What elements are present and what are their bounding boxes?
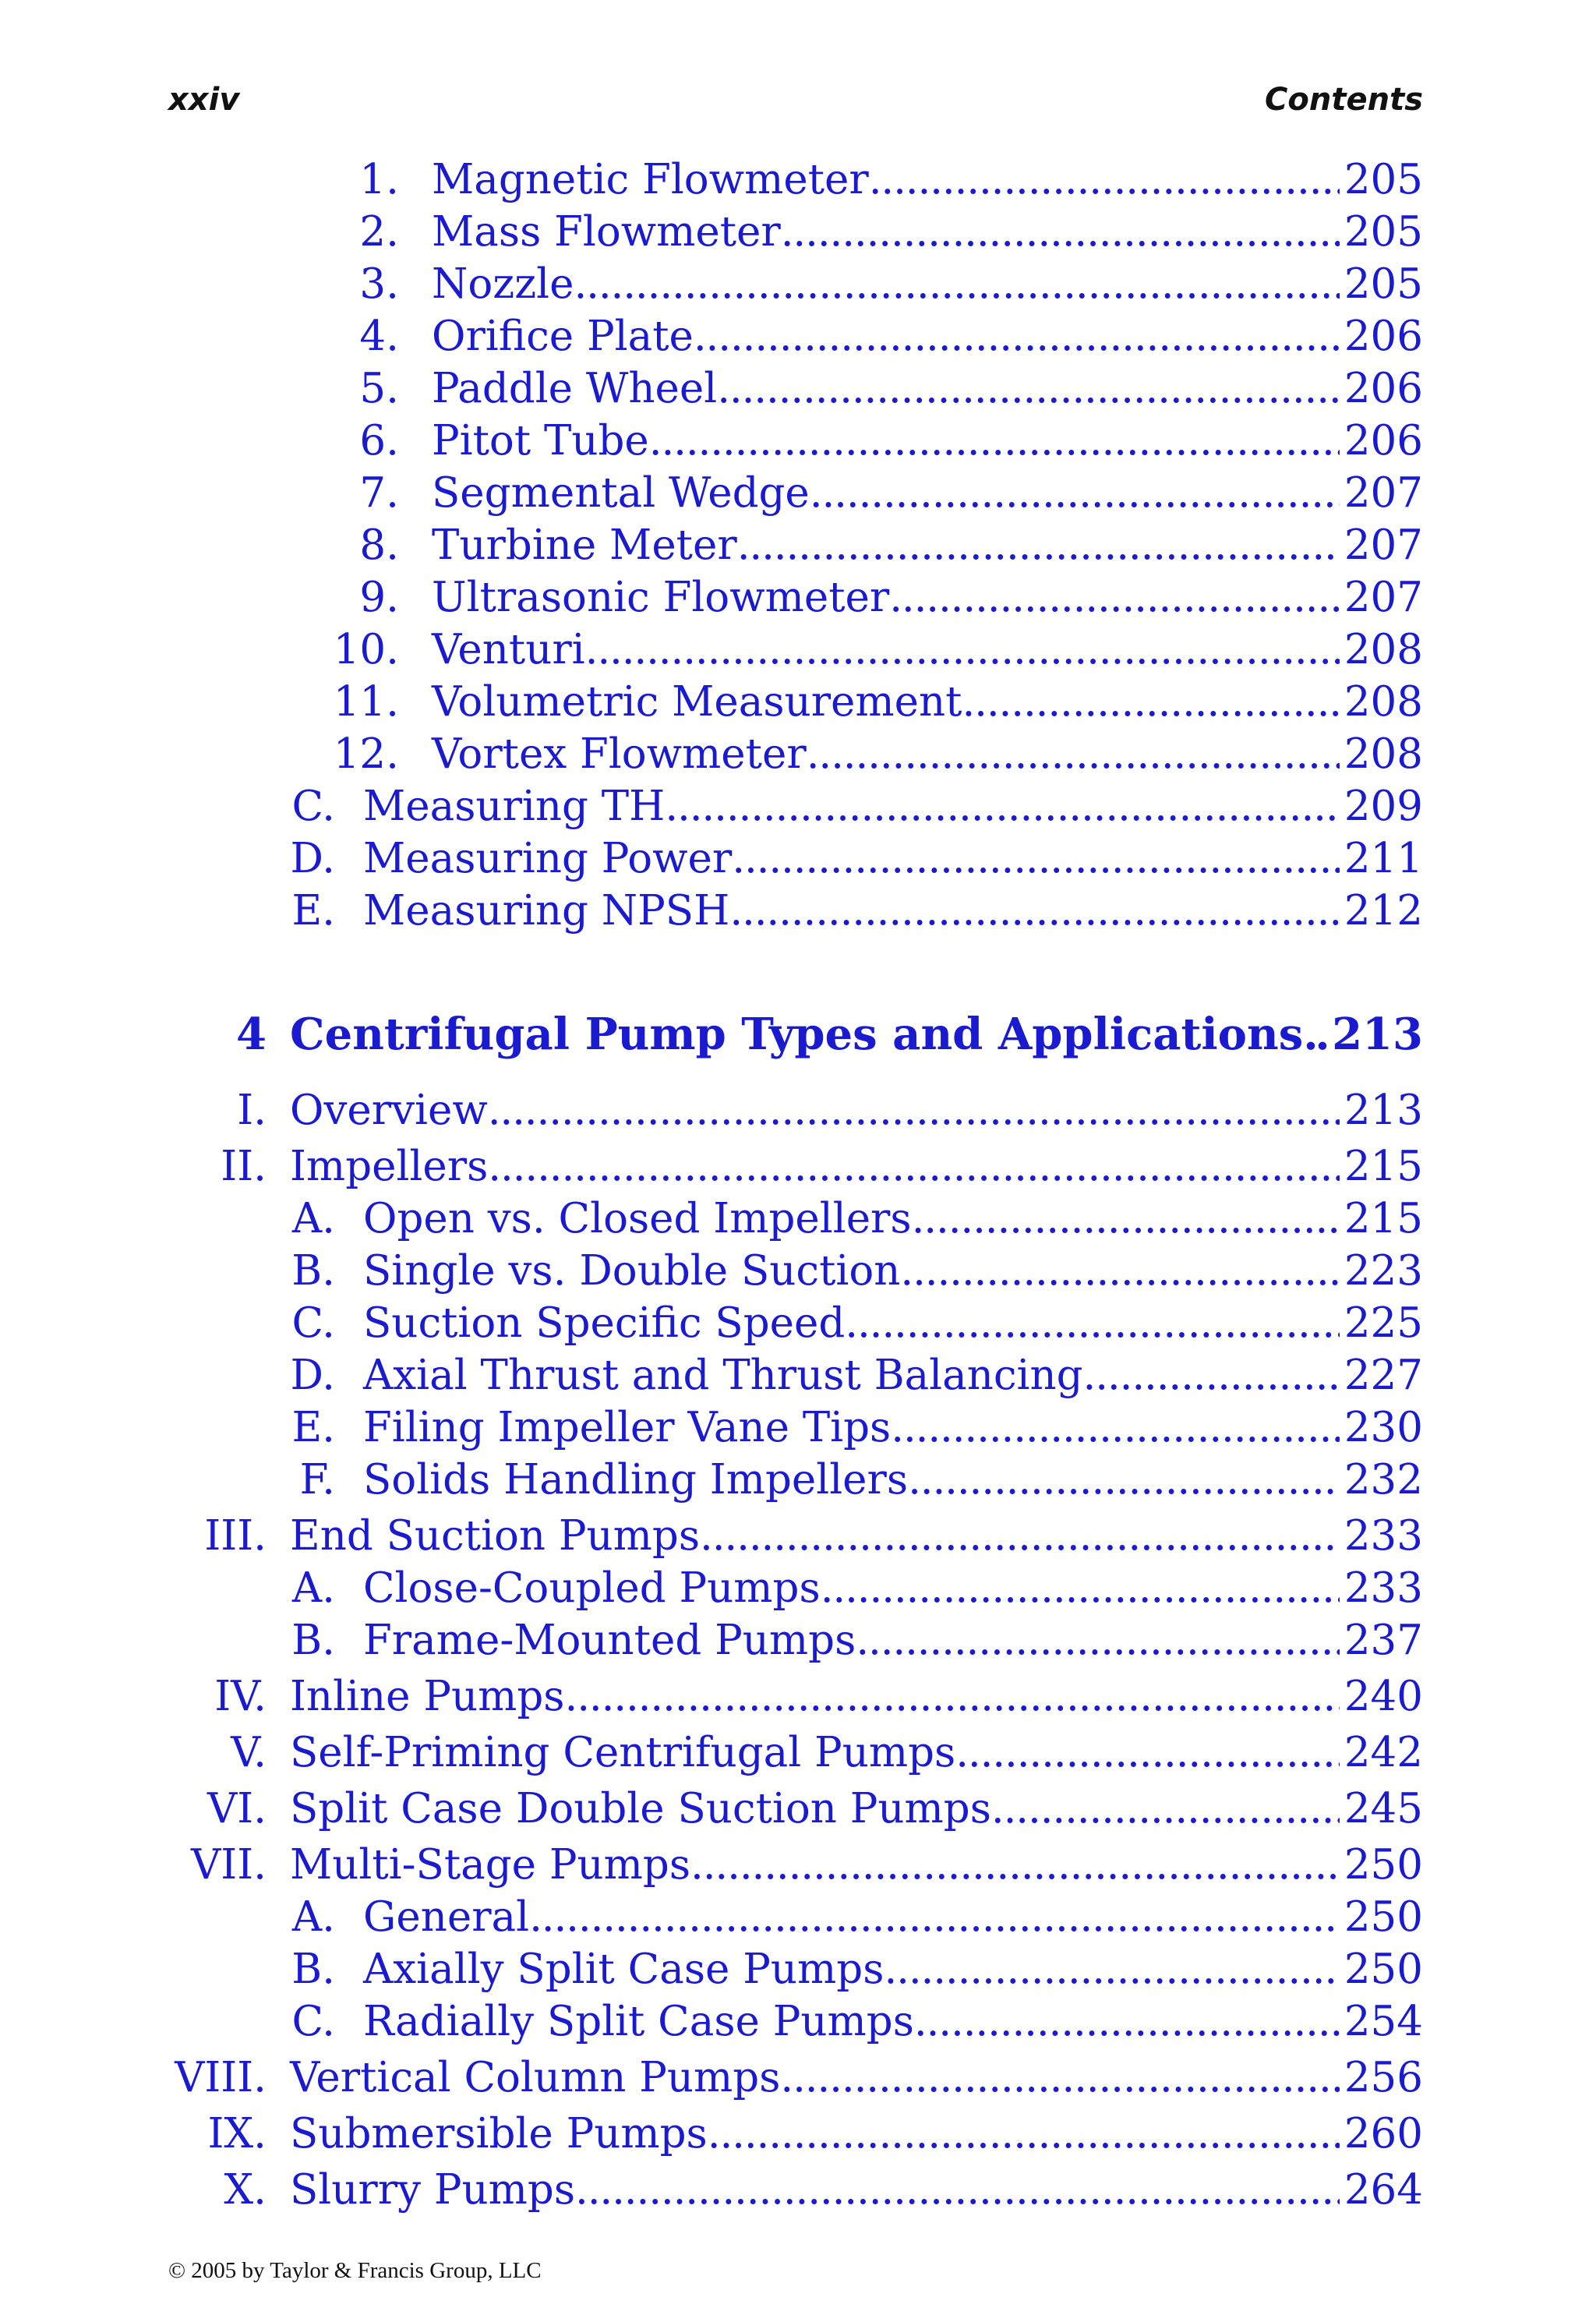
- dot-leader: [700, 1511, 1340, 1562]
- entry-page-number: 245: [1344, 1785, 1423, 1833]
- toc-entry-item[interactable]: [321, 677, 1423, 728]
- entry-page-number: 223: [1344, 1247, 1423, 1295]
- toc-entry-item[interactable]: [321, 207, 1423, 258]
- entry-title: Single vs. Double Suction: [363, 1247, 901, 1295]
- entry-number: D.: [290, 835, 335, 882]
- entry-title: Frame-Mounted Pumps: [363, 1617, 856, 1664]
- entry-title: Impellers: [290, 1143, 489, 1190]
- toc-entry-sub[interactable]: [288, 1892, 1423, 1943]
- entry-page-number: 207: [1344, 521, 1423, 569]
- entry-title: Inline Pumps: [290, 1673, 565, 1720]
- entry-number: 4: [236, 1009, 267, 1060]
- entry-number: D.: [290, 1352, 335, 1399]
- entry-title: Volumetric Measurement: [432, 678, 962, 726]
- entry-number: 5.: [359, 365, 399, 412]
- dot-leader: [565, 1671, 1340, 1723]
- entry-number: I.: [237, 1087, 267, 1134]
- dot-leader: [955, 1727, 1340, 1779]
- dot-leader: [690, 1840, 1340, 1891]
- entry-page-number: 207: [1344, 469, 1423, 517]
- entry-number: 6.: [359, 417, 399, 465]
- toc-entry-section[interactable]: [156, 2108, 1423, 2160]
- entry-title: Measuring Power: [363, 835, 733, 882]
- dot-leader: [856, 1615, 1340, 1666]
- entry-number: C.: [291, 783, 335, 830]
- entry-number: 4.: [359, 313, 399, 360]
- dot-leader: [665, 781, 1339, 832]
- dot-leader: [729, 885, 1340, 937]
- entry-title: Orifice Plate: [432, 313, 694, 360]
- toc-entry-sub[interactable]: [288, 1996, 1423, 2048]
- entry-page-number: 240: [1344, 1673, 1423, 1720]
- toc-entry-sub[interactable]: [288, 1246, 1423, 1297]
- entry-page-number: 230: [1344, 1404, 1423, 1451]
- entry-number: III.: [204, 1512, 267, 1560]
- entry-title: Axial Thrust and Thrust Balancing: [363, 1352, 1083, 1399]
- entry-number: II.: [221, 1143, 267, 1190]
- entry-page-number: 237: [1344, 1617, 1423, 1664]
- entry-number: A.: [291, 1195, 335, 1242]
- entry-number: 3.: [359, 260, 399, 308]
- entry-title: Segmental Wedge: [432, 469, 810, 517]
- dot-leader: [737, 520, 1340, 571]
- entry-page-number: 208: [1344, 626, 1423, 673]
- dot-leader: [574, 259, 1339, 310]
- entry-title: Centrifugal Pump Types and Applications: [290, 1009, 1304, 1060]
- dot-leader: [912, 1193, 1340, 1245]
- toc-entry-sub[interactable]: [288, 1350, 1423, 1401]
- toc-entry-section[interactable]: [156, 2052, 1423, 2104]
- toc-entry-item[interactable]: [321, 520, 1423, 571]
- toc-entry-sub[interactable]: [288, 1454, 1423, 1506]
- entry-title: Filing Impeller Vane Tips: [363, 1404, 892, 1451]
- toc-entry-section[interactable]: [156, 2165, 1423, 2216]
- entry-page-number: 232: [1344, 1456, 1423, 1504]
- entry-number: VIII.: [175, 2054, 267, 2101]
- entry-page-number: 209: [1344, 783, 1423, 830]
- entry-page-number: 233: [1344, 1564, 1423, 1612]
- entry-number: IV.: [214, 1673, 267, 1720]
- entry-page-number: 250: [1344, 1841, 1423, 1889]
- entry-page-number: 242: [1344, 1729, 1423, 1776]
- dot-leader: [807, 729, 1340, 780]
- toc-entry-sub[interactable]: [288, 1193, 1423, 1245]
- entry-page-number: 215: [1344, 1195, 1423, 1242]
- running-title: Contents: [1265, 82, 1423, 118]
- dot-leader: [914, 1996, 1340, 2048]
- entry-number: 12.: [333, 730, 399, 778]
- toc-entry-sub[interactable]: [288, 781, 1423, 832]
- dot-leader: [908, 1454, 1340, 1506]
- entry-title: Solids Handling Impellers: [363, 1456, 909, 1504]
- entry-title: Self-Priming Centrifugal Pumps: [290, 1729, 956, 1776]
- entry-number: F.: [299, 1456, 335, 1504]
- dot-leader: [780, 2052, 1339, 2104]
- entry-title: Suction Specific Speed: [363, 1299, 846, 1347]
- toc-entry-sub[interactable]: [288, 1298, 1423, 1349]
- dot-leader: [845, 1298, 1340, 1349]
- dot-leader: [585, 624, 1340, 676]
- entry-page-number: 208: [1344, 678, 1423, 726]
- toc-entry-sub[interactable]: [288, 885, 1423, 937]
- entry-title: General: [363, 1893, 530, 1941]
- entry-page-number: 213: [1332, 1009, 1423, 1060]
- dot-leader: [694, 311, 1340, 362]
- entry-page-number: 213: [1344, 1087, 1423, 1134]
- entry-page-number: 206: [1344, 313, 1423, 360]
- dot-leader: [810, 468, 1340, 519]
- entry-number: 10.: [333, 626, 399, 673]
- toc-entry-item[interactable]: [321, 363, 1423, 415]
- entry-page-number: 205: [1344, 208, 1423, 256]
- entry-number: X.: [224, 2166, 267, 2214]
- entry-page-number: 254: [1344, 1998, 1423, 2045]
- toc-entry-section[interactable]: [156, 1511, 1423, 1562]
- toc-entry-section[interactable]: [156, 1840, 1423, 1891]
- dot-leader: [529, 1892, 1340, 1943]
- entry-number: B.: [291, 1617, 335, 1664]
- entry-page-number: 225: [1344, 1299, 1423, 1347]
- toc-entry-item[interactable]: [321, 572, 1423, 624]
- entry-number: C.: [291, 1299, 335, 1347]
- entry-page-number: 206: [1344, 365, 1423, 412]
- toc-entry-item[interactable]: [321, 729, 1423, 780]
- dot-leader: [1083, 1350, 1340, 1401]
- toc-entry-sub[interactable]: [288, 833, 1423, 885]
- toc-entry-item[interactable]: [321, 468, 1423, 519]
- entry-title: Vertical Column Pumps: [290, 2054, 781, 2101]
- entry-number: B.: [291, 1946, 335, 1993]
- entry-title: Slurry Pumps: [290, 2166, 576, 2214]
- entry-number: A.: [291, 1564, 335, 1612]
- entry-number: 7.: [359, 469, 399, 517]
- entry-page-number: 205: [1344, 260, 1423, 308]
- entry-title: Axially Split Case Pumps: [363, 1946, 885, 1993]
- toc-entry-item[interactable]: [321, 415, 1423, 467]
- entry-number: 9.: [359, 574, 399, 621]
- entry-page-number: 208: [1344, 730, 1423, 778]
- entry-title: Turbine Meter: [432, 521, 737, 569]
- entry-page-number: 227: [1344, 1352, 1423, 1399]
- dot-leader: [488, 1085, 1340, 1136]
- entry-page-number: 207: [1344, 574, 1423, 621]
- toc-entry-section[interactable]: [156, 1085, 1423, 1136]
- toc-entry-sub[interactable]: [288, 1402, 1423, 1454]
- entry-number: 11.: [333, 678, 399, 726]
- entry-title: Nozzle: [432, 260, 574, 308]
- toc-entry-item[interactable]: [321, 154, 1423, 206]
- entry-number: VI.: [207, 1785, 267, 1833]
- entry-page-number: 205: [1344, 156, 1423, 203]
- entry-number: V.: [231, 1729, 267, 1776]
- dot-leader: [900, 1246, 1339, 1297]
- dot-leader: [708, 2108, 1340, 2160]
- entry-number: 2.: [359, 208, 399, 256]
- entry-title: Mass Flowmeter: [432, 208, 781, 256]
- dot-leader: [649, 415, 1340, 467]
- entry-number: 1.: [359, 156, 399, 203]
- entry-number: 8.: [359, 521, 399, 569]
- entry-number: A.: [291, 1893, 335, 1941]
- toc-entry-sub[interactable]: [288, 1944, 1423, 1995]
- entry-title: Pitot Tube: [432, 417, 649, 465]
- dot-leader: [991, 1783, 1340, 1835]
- entry-title: Ultrasonic Flowmeter: [432, 574, 890, 621]
- entry-title: Venturi: [432, 626, 585, 673]
- dot-leader: [821, 1563, 1340, 1614]
- entry-page-number: 211: [1344, 835, 1423, 882]
- dot-leader: [488, 1141, 1340, 1193]
- entry-page-number: 212: [1344, 887, 1423, 935]
- dot-leader: [575, 2165, 1340, 2216]
- entry-page-number: 264: [1344, 2166, 1423, 2214]
- entry-page-number: 215: [1344, 1143, 1423, 1190]
- entry-page-number: 260: [1344, 2110, 1423, 2158]
- entry-title: End Suction Pumps: [290, 1512, 701, 1560]
- toc-entry-item[interactable]: [321, 311, 1423, 362]
- entry-page-number: 250: [1344, 1893, 1423, 1941]
- toc-entry-section[interactable]: [156, 1727, 1423, 1779]
- dot-leader: [884, 1944, 1339, 1995]
- entry-page-number: 233: [1344, 1512, 1423, 1560]
- entry-title: Radially Split Case Pumps: [363, 1998, 914, 2045]
- entry-title: Paddle Wheel: [432, 365, 718, 412]
- page-number: xxiv: [168, 82, 240, 118]
- entry-number: VII.: [191, 1841, 267, 1889]
- entry-title: Submersible Pumps: [290, 2110, 708, 2158]
- entry-number: B.: [291, 1247, 335, 1295]
- entry-title: Magnetic Flowmeter: [432, 156, 869, 203]
- dot-leader: [962, 677, 1339, 728]
- entry-title: Close-Coupled Pumps: [363, 1564, 821, 1612]
- entry-title: Measuring NPSH: [363, 887, 730, 935]
- dot-leader: [781, 207, 1340, 258]
- entry-number: C.: [291, 1998, 335, 2045]
- toc-entry-chapter[interactable]: [218, 1009, 1423, 1060]
- copyright-notice: © 2005 by Taylor & Francis Group, LLC: [168, 2258, 542, 2283]
- entry-title: Open vs. Closed Impellers: [363, 1195, 912, 1242]
- entry-page-number: 256: [1344, 2054, 1423, 2101]
- entry-title: Vortex Flowmeter: [432, 730, 807, 778]
- entry-title: Multi-Stage Pumps: [290, 1841, 691, 1889]
- entry-title: Measuring TH: [363, 783, 666, 830]
- entry-title: Overview: [290, 1087, 488, 1134]
- toc-entry-section[interactable]: [156, 1783, 1423, 1835]
- dot-leader: [869, 154, 1340, 206]
- dot-leader: [732, 833, 1340, 885]
- toc-entry-section[interactable]: [156, 1671, 1423, 1723]
- entry-number: IX.: [207, 2110, 267, 2158]
- entry-page-number: 250: [1344, 1946, 1423, 1993]
- toc-entry-item[interactable]: [321, 259, 1423, 310]
- toc-entry-sub[interactable]: [288, 1563, 1423, 1614]
- entry-page-number: 206: [1344, 417, 1423, 465]
- entry-title: Split Case Double Suction Pumps: [290, 1785, 991, 1833]
- dot-leader: [717, 363, 1340, 415]
- toc-entry-sub[interactable]: [288, 1615, 1423, 1666]
- dot-leader: [1303, 1009, 1327, 1060]
- entry-number: E.: [291, 887, 335, 935]
- dot-leader: [889, 572, 1340, 624]
- dot-leader: [891, 1402, 1340, 1454]
- toc-entry-section[interactable]: [156, 1141, 1423, 1193]
- entry-number: E.: [291, 1404, 335, 1451]
- toc-entry-item[interactable]: [321, 624, 1423, 676]
